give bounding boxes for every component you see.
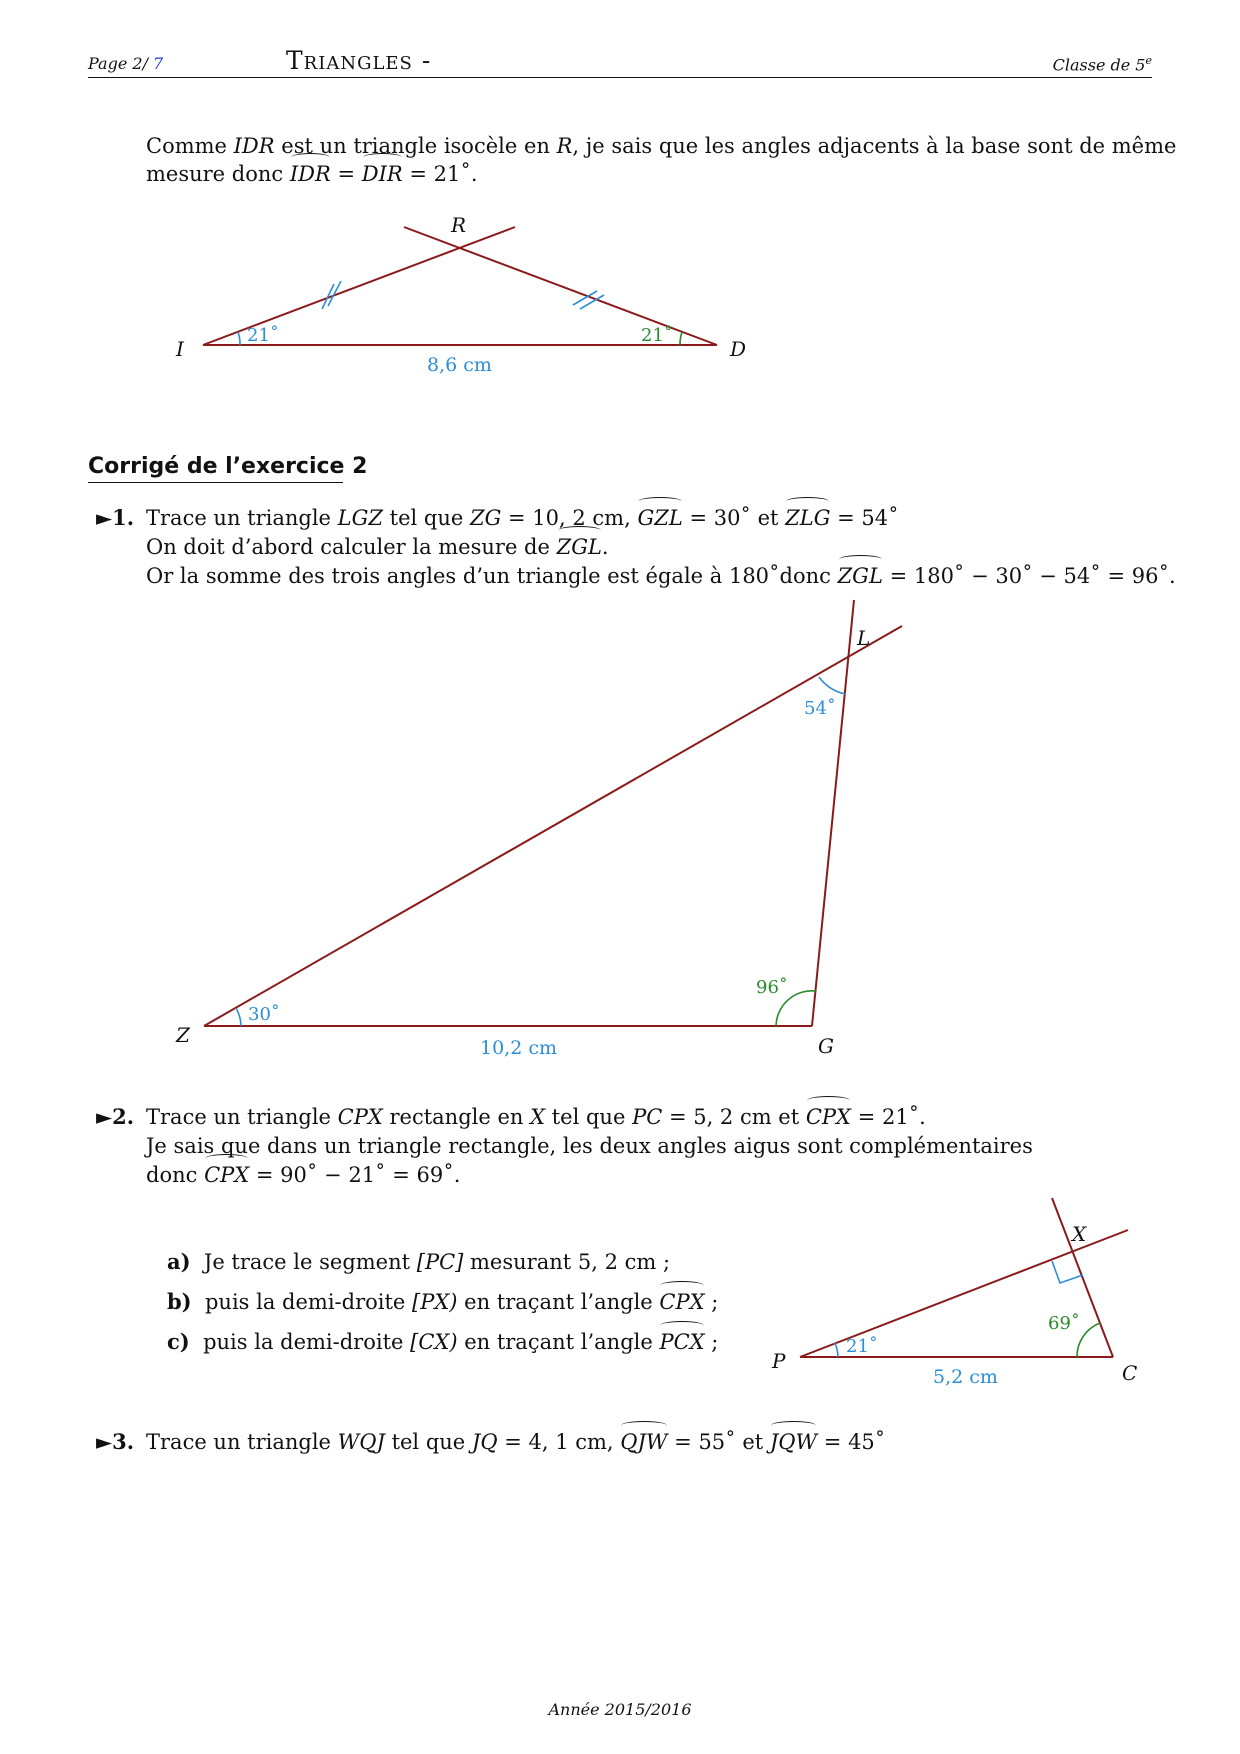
step-text: mesurant 5, 2 cm ; xyxy=(463,1250,671,1274)
angle-cpx: CPX xyxy=(204,1163,250,1187)
step-text: puis la demi-droite xyxy=(203,1330,411,1354)
angle-label-d: 21˚ xyxy=(641,325,673,346)
step-key: a) xyxy=(167,1249,191,1274)
angle-jqw: JQW xyxy=(769,1430,818,1454)
question-3-marker: ►3. xyxy=(96,1429,135,1454)
side-gl xyxy=(812,600,854,1026)
q2-text: Je sais que dans un triangle rectangle, les deux angles aigus sont complémentaires xyxy=(146,1134,1033,1158)
q2-triangle-name: CPX xyxy=(337,1105,383,1129)
figure-triangle-idr xyxy=(0,0,1240,420)
q2-text: donc xyxy=(146,1163,205,1187)
question-1-line-1 xyxy=(96,504,134,532)
angle-arc-z xyxy=(236,1008,241,1026)
section-title xyxy=(88,454,367,479)
q3-text: tel que xyxy=(384,1430,472,1454)
intro-text: = 21˚. xyxy=(402,162,478,186)
angle-arc-i xyxy=(238,332,240,345)
question-1-text-3 xyxy=(146,562,1176,590)
angle-zgl: ZGL xyxy=(837,564,883,588)
q1-text: Trace un triangle xyxy=(146,506,338,530)
step-text: en traçant l’angle xyxy=(457,1290,660,1314)
label-l: L xyxy=(857,626,871,650)
label-z: Z xyxy=(176,1023,190,1047)
equals: = xyxy=(330,162,362,186)
angle-arc-p xyxy=(835,1343,838,1357)
label-d: D xyxy=(730,337,747,361)
intro-text: , je sais que les angles adjacents à la base sont de même xyxy=(572,134,1177,158)
q1-text: = 10, 2 cm, xyxy=(501,506,638,530)
question-1-marker: ►1. xyxy=(96,505,135,530)
q1-segment: ZG xyxy=(469,506,502,530)
label-i: I xyxy=(176,337,184,361)
q2-vertex: X xyxy=(530,1105,546,1129)
side-label-id: 8,6 cm xyxy=(427,354,492,376)
side-zl xyxy=(204,626,902,1026)
angle-qjw: QJW xyxy=(620,1430,668,1454)
label-p: P xyxy=(772,1349,786,1373)
class-label-text: Classe de 5 xyxy=(1052,55,1146,75)
angle-pcx: PCX xyxy=(659,1330,705,1354)
step-math: [PX) xyxy=(412,1290,458,1314)
question-2-line-1 xyxy=(96,1103,134,1131)
step-text: puis la demi-droite xyxy=(204,1290,413,1314)
step-text: ; xyxy=(704,1290,719,1314)
q3-text: = 4, 1 cm, xyxy=(497,1430,621,1454)
q3-segment: JQ xyxy=(471,1430,498,1454)
intro-var-idr: IDR xyxy=(233,134,275,158)
intro-text: mesure donc xyxy=(146,162,290,186)
question-1-text-1 xyxy=(146,504,899,532)
question-2-marker: ►2. xyxy=(96,1104,135,1129)
q1-text: = 30˚ et xyxy=(682,506,786,530)
q1-text: tel que xyxy=(382,506,470,530)
step-key: b) xyxy=(167,1289,192,1314)
angle-dir: DIR xyxy=(361,162,403,186)
section-underline xyxy=(88,482,343,483)
step-text: Je trace le segment xyxy=(203,1250,417,1274)
angle-label-i: 21˚ xyxy=(247,325,279,346)
question-3-text-1 xyxy=(146,1428,885,1456)
section-title-text: Corrigé de l’exercice 2 xyxy=(88,454,368,479)
step-text: en traçant l’angle xyxy=(457,1330,660,1354)
angle-zgl: ZGL xyxy=(556,535,602,559)
q2-text: = 5, 2 cm et xyxy=(662,1105,806,1129)
side-label-zg: 10,2 cm xyxy=(480,1037,558,1059)
class-label-sup: e xyxy=(1145,54,1152,67)
angle-arc-c xyxy=(1077,1323,1100,1357)
q2-text: Trace un triangle xyxy=(146,1105,338,1129)
footer xyxy=(0,1700,1240,1719)
q1-text: Or la somme des trois angles d’un triangle est égale à 180˚donc xyxy=(146,564,838,588)
angle-zlg: ZLG xyxy=(785,506,831,530)
q1-text: = 180˚ − 30˚ − 54˚ = 96˚. xyxy=(882,564,1176,588)
label-c: C xyxy=(1122,1361,1138,1385)
label-r: R xyxy=(451,213,467,237)
angle-gzl: GZL xyxy=(637,506,683,530)
step-math: [PC] xyxy=(416,1250,464,1274)
footer-text: Année 2015/2016 xyxy=(548,1700,692,1719)
q1-triangle-name: LGZ xyxy=(337,506,383,530)
q3-text: = 55˚ et xyxy=(667,1430,770,1454)
angle-label-c: 69˚ xyxy=(1048,1313,1080,1334)
angle-cpx: CPX xyxy=(805,1105,852,1129)
q2-text: tel que xyxy=(545,1105,633,1129)
intro-var-r: R xyxy=(556,134,573,158)
figure-triangle-cpx xyxy=(0,1180,1240,1400)
q1-text: = 54˚ xyxy=(830,506,899,530)
angle-idr: IDR xyxy=(289,162,331,186)
angle-label-l: 54˚ xyxy=(804,698,836,719)
angle-label-g: 96˚ xyxy=(756,977,788,998)
step-key: c) xyxy=(167,1329,190,1354)
page-prefix: Page 2/ xyxy=(88,54,154,73)
document-title-text: Triangles - xyxy=(286,46,432,75)
q2-segment: PC xyxy=(632,1105,663,1129)
label-g: G xyxy=(818,1034,834,1058)
step-math: [CX) xyxy=(410,1330,458,1354)
intro-text: est un triangle isocèle en xyxy=(274,134,557,158)
q2-text: = 21˚. xyxy=(851,1105,926,1129)
angle-label-p: 21˚ xyxy=(846,1336,878,1357)
angle-label-z: 30˚ xyxy=(248,1004,280,1025)
page-total-link[interactable]: 7 xyxy=(153,54,164,73)
label-x: X xyxy=(1072,1222,1087,1246)
angle-arc-d xyxy=(680,332,682,345)
question-1-text-2 xyxy=(146,533,609,561)
q3-text: Trace un triangle xyxy=(146,1430,338,1454)
q1-text: . xyxy=(601,535,609,559)
q1-text: On doit d’abord calculer la mesure de xyxy=(146,535,557,559)
side-label-pc: 5,2 cm xyxy=(933,1366,998,1388)
q2-text: = 90˚ − 21˚ = 69˚. xyxy=(249,1163,461,1187)
intro-text: Comme xyxy=(146,134,234,158)
angle-cpx: CPX xyxy=(659,1290,705,1314)
q3-triangle-name: WQJ xyxy=(337,1430,385,1454)
q2-text: rectangle en xyxy=(382,1105,531,1129)
q3-text: = 45˚ xyxy=(817,1430,886,1454)
question-2-text-1 xyxy=(146,1103,926,1131)
question-3-line-1 xyxy=(96,1428,134,1456)
figure-triangle-lgz xyxy=(0,590,1240,1070)
angle-arc-l xyxy=(819,677,845,694)
step-text: ; xyxy=(704,1330,719,1354)
question-2-text-2 xyxy=(146,1132,1033,1160)
